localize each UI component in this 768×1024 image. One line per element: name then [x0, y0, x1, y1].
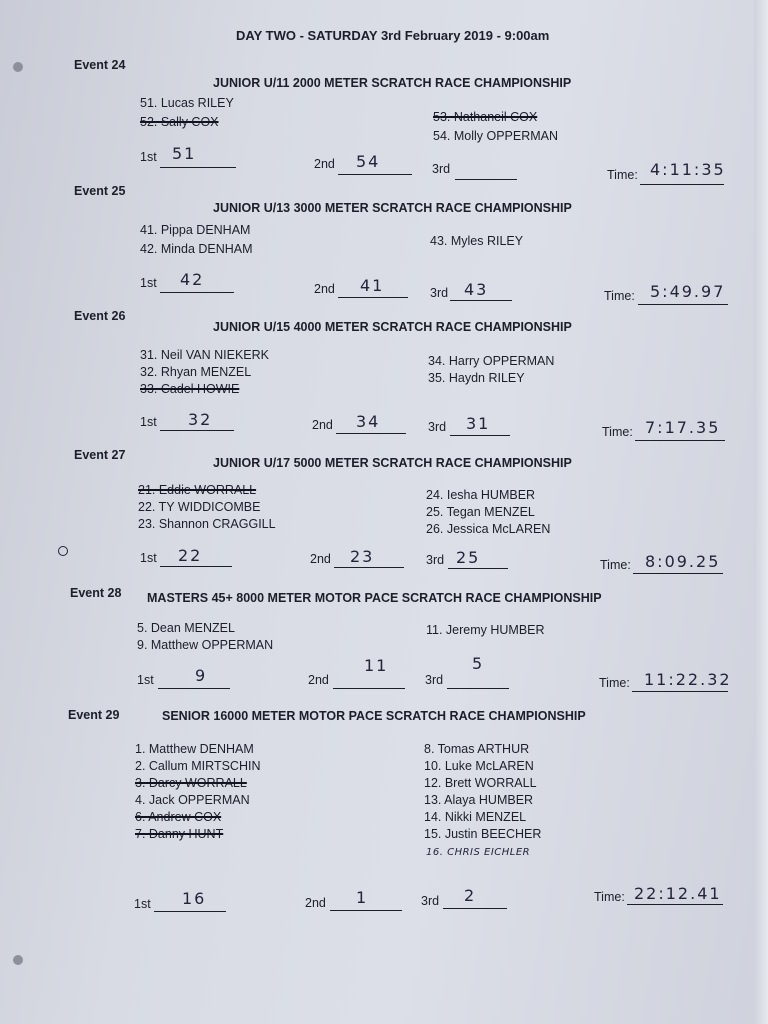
- first-line: [154, 911, 226, 912]
- second-label: 2nd: [314, 282, 335, 296]
- third-place: 2: [464, 886, 477, 905]
- first-place: 16: [182, 889, 207, 908]
- second-label: 2nd: [308, 673, 329, 687]
- second-label: 2nd: [314, 157, 335, 171]
- third-label: 3rd: [432, 162, 451, 176]
- first-label: 1st: [140, 276, 157, 290]
- race-time: 5:49.97: [650, 282, 726, 301]
- entrant: 9. Matthew OPPERMAN: [137, 638, 274, 652]
- event-title: JUNIOR U/13 3000 METER SCRATCH RACE CHAMPIONSHIP: [213, 201, 572, 215]
- event-number: Event 26: [74, 309, 126, 323]
- time-line: [632, 691, 728, 692]
- entrant: 14. Nikki MENZEL: [424, 810, 527, 824]
- third-label: 3rd: [425, 673, 444, 687]
- second-place: 23: [350, 547, 375, 566]
- race-time: 8:09.25: [645, 552, 721, 571]
- first-line: [158, 688, 230, 689]
- time-label: Time:: [604, 289, 635, 303]
- third-label: 3rd: [430, 286, 449, 300]
- entrant-scratched: 21. Eddie WORRALL: [138, 483, 257, 497]
- event-number: Event 25: [74, 184, 126, 198]
- third-place: 25: [456, 548, 481, 567]
- third-line: [448, 568, 508, 569]
- entrant: 15. Justin BEECHER: [424, 827, 542, 841]
- time-label: Time:: [594, 890, 625, 904]
- event-number: Event 29: [68, 708, 120, 722]
- first-place: 22: [178, 546, 203, 565]
- second-line: [334, 567, 404, 568]
- time-line: [633, 573, 723, 574]
- second-line: [338, 297, 408, 298]
- first-line: [160, 430, 234, 431]
- race-time: 7:17.35: [645, 418, 721, 437]
- second-place: 11: [364, 656, 389, 675]
- second-label: 2nd: [305, 896, 326, 910]
- pen-mark: [58, 546, 68, 556]
- third-label: 3rd: [421, 894, 440, 908]
- entrant-scratched: 3. Darcy WORRALL: [135, 776, 247, 790]
- second-place: 41: [360, 276, 385, 295]
- event-number: Event 27: [74, 448, 126, 462]
- entrant: 12. Brett WORRALL: [424, 776, 537, 790]
- first-place: 42: [180, 270, 205, 289]
- second-place: 1: [356, 888, 369, 907]
- third-place: 43: [464, 280, 489, 299]
- event-title: JUNIOR U/15 4000 METER SCRATCH RACE CHAMPIONSHIP: [213, 320, 572, 334]
- time-label: Time:: [602, 425, 633, 439]
- entrant: 32. Rhyan MENZEL: [140, 365, 252, 379]
- event-number: Event 28: [70, 586, 122, 600]
- handwritten-entrant: 16. CHRIS EICHLER: [426, 847, 531, 858]
- entrant: 24. Iesha HUMBER: [426, 488, 536, 502]
- event-number: Event 24: [74, 58, 126, 72]
- event-title: JUNIOR U/17 5000 METER SCRATCH RACE CHAMPIONSHIP: [213, 456, 572, 470]
- time-line: [627, 904, 723, 905]
- first-label: 1st: [140, 150, 157, 164]
- first-label: 1st: [140, 415, 157, 429]
- entrant: 22. TY WIDDICOMBE: [138, 500, 261, 514]
- first-place: 9: [195, 666, 208, 685]
- third-line: [443, 908, 507, 909]
- second-label: 2nd: [310, 552, 331, 566]
- second-line: [333, 688, 405, 689]
- entrant-scratched: 6. Andrew COX: [135, 810, 222, 824]
- entrant-scratched: 33. Cadel HOWIE: [140, 382, 240, 396]
- entrant-scratched: 52. Sally COX: [140, 115, 219, 129]
- second-line: [336, 433, 406, 434]
- first-place: 32: [188, 410, 213, 429]
- entrant-scratched: 53. Nathaneil COX: [433, 110, 538, 124]
- entrant: 26. Jessica McLAREN: [426, 522, 551, 536]
- second-line: [330, 910, 402, 911]
- entrant: 2. Callum MIRTSCHIN: [135, 759, 261, 773]
- third-place: 31: [466, 414, 491, 433]
- time-line: [640, 184, 724, 185]
- first-label: 1st: [137, 673, 154, 687]
- entrant: 4. Jack OPPERMAN: [135, 793, 250, 807]
- entrant: 42. Minda DENHAM: [140, 242, 253, 256]
- entrant: 51. Lucas RILEY: [140, 96, 234, 110]
- punch-hole: [13, 62, 23, 72]
- entrant-scratched: 7. Danny HUNT: [135, 827, 224, 841]
- race-time: 11:22.32: [644, 670, 732, 689]
- punch-hole: [13, 955, 23, 965]
- time-label: Time:: [599, 676, 630, 690]
- entrant: 35. Haydn RILEY: [428, 371, 525, 385]
- first-place: 51: [172, 144, 197, 163]
- entrant: 11. Jeremy HUMBER: [426, 623, 545, 637]
- entrant: 1. Matthew DENHAM: [135, 742, 254, 756]
- event-title: JUNIOR U/11 2000 METER SCRATCH RACE CHAMPIONSHIP: [213, 76, 572, 90]
- entrant: 34. Harry OPPERMAN: [428, 354, 555, 368]
- entrant: 23. Shannon CRAGGILL: [138, 517, 276, 531]
- entrant: 54. Molly OPPERMAN: [433, 129, 559, 143]
- third-line: [455, 179, 517, 180]
- third-label: 3rd: [428, 420, 447, 434]
- second-place: 34: [356, 412, 381, 431]
- entrant: 43. Myles RILEY: [430, 234, 524, 248]
- time-label: Time:: [600, 558, 631, 572]
- time-line: [635, 440, 725, 441]
- third-place: 5: [472, 654, 485, 673]
- entrant: 10. Luke McLAREN: [424, 759, 534, 773]
- race-time: 22:12.41: [634, 884, 722, 903]
- first-line: [160, 292, 234, 293]
- second-line: [338, 174, 412, 175]
- third-line: [450, 435, 510, 436]
- second-place: 54: [356, 152, 381, 171]
- entrant: 41. Pippa DENHAM: [140, 223, 251, 237]
- time-label: Time:: [607, 168, 638, 182]
- third-line: [450, 300, 512, 301]
- third-line: [447, 688, 509, 689]
- first-line: [160, 167, 236, 168]
- page-title: DAY TWO - SATURDAY 3rd February 2019 - 9:00am: [236, 28, 550, 43]
- first-line: [160, 566, 232, 567]
- paper-edge: [754, 0, 768, 1024]
- second-label: 2nd: [312, 418, 333, 432]
- first-label: 1st: [140, 551, 157, 565]
- time-line: [638, 304, 728, 305]
- entrant: 31. Neil VAN NIEKERK: [140, 348, 269, 362]
- entrant: 5. Dean MENZEL: [137, 621, 235, 635]
- first-label: 1st: [134, 897, 151, 911]
- event-title: SENIOR 16000 METER MOTOR PACE SCRATCH RACE CHAMPIONSHIP: [162, 709, 586, 723]
- third-label: 3rd: [426, 553, 445, 567]
- race-time: 4:11:35: [650, 160, 726, 179]
- entrant: 25. Tegan MENZEL: [426, 505, 535, 519]
- entrant: 13. Alaya HUMBER: [424, 793, 534, 807]
- event-title: MASTERS 45+ 8000 METER MOTOR PACE SCRATCH RACE CHAMPIONSHIP: [147, 591, 602, 605]
- entrant: 8. Tomas ARTHUR: [424, 742, 530, 756]
